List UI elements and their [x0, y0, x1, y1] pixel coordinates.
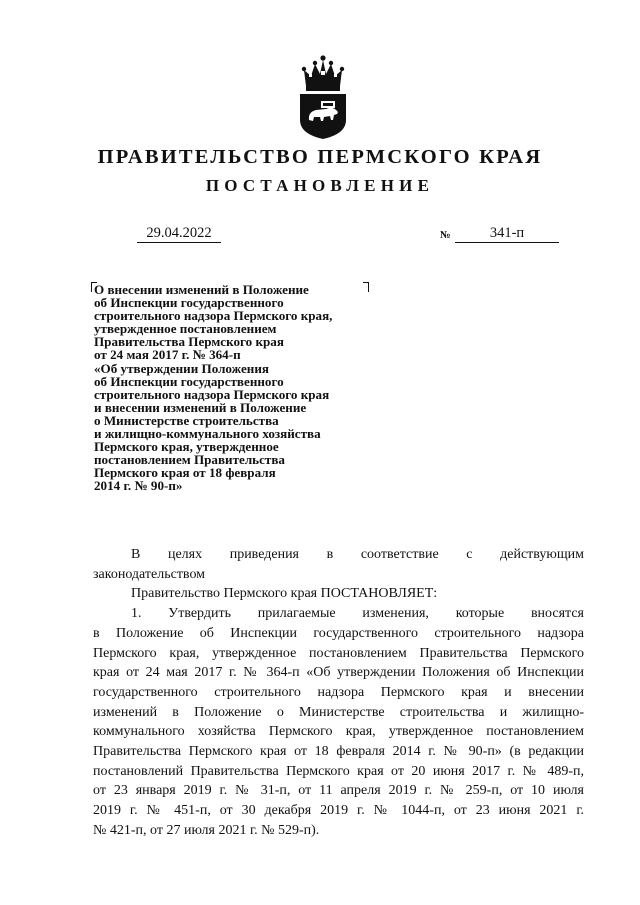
subject-line: Правительства Пермского края [94, 334, 284, 350]
item-1-line: изменений в Положение о Министерстве строительства и жилищно- [93, 704, 584, 720]
subject-line: и внесении изменений в Положение [94, 399, 307, 415]
item-1-line: коммунального хозяйства Пермского края, утвержденное постановлением [93, 724, 584, 740]
subject-line: «Об утверждении Положения [94, 360, 269, 376]
org-title: ПРАВИТЕЛЬСТВО ПЕРМСКОГО КРАЯ [97, 146, 543, 168]
document-subject [94, 283, 384, 493]
subject-line: и жилищно-коммунального хозяйства [94, 426, 321, 442]
subject-line: строительного надзора Пермского края [94, 386, 330, 402]
item-1-line: № 421-п, от 27 июля 2021 г. № 529-п). [93, 822, 320, 838]
subject-line: строительного надзора Пермского края, [94, 308, 333, 324]
number-sign: № [440, 230, 451, 241]
resolution-phrase: Правительство Пермского края ПОСТАНОВЛЯЕТ: [131, 586, 438, 602]
item-1-line: в Положение об Инспекции государственного строительного надзора [93, 625, 584, 641]
item-1-line: 2019 г. № 451-п, от 30 декабря 2019 г. № 1044-п, от 23 июня 2021 г. [93, 803, 584, 819]
document-date: 29.04.2022 [137, 224, 221, 243]
subject-line: об Инспекции государственного [94, 295, 284, 311]
preamble-line: В целях приведения в соответствие с действующим [131, 547, 584, 562]
item-1-line: края от 24 мая 2017 г. № 364-п «Об утверждении Положения об Инспекции [93, 665, 584, 681]
item-1-line: постановлений Правительства Пермского края от 20 июня 2017 г. № 489-п, [93, 763, 584, 779]
item-1-line: 1. Утвердить прилагаемые изменения, которые вносятся [131, 606, 584, 622]
item-1-line: от 23 января 2019 г. № 31-п, от 11 апреля 2019 г. № 259-п, от 10 июля [93, 783, 584, 799]
subject-line: О внесении изменений в Положение [94, 282, 309, 297]
item-1-line: государственного строительного надзора Пермского края и внесении [93, 684, 584, 700]
preamble-line: законодательством [93, 566, 206, 582]
subject-line: Пермского края от 18 февраля [94, 465, 276, 481]
item-1-line: Пермского края, утвержденное постановлением Правительства Пермского [93, 645, 584, 661]
subject-line: от 24 мая 2017 г. № 364-п [94, 347, 241, 363]
perm-krai-coat-of-arms-icon [296, 54, 350, 140]
document-number: 341-п [455, 224, 559, 243]
subject-line: постановлением Правительства [94, 452, 285, 468]
subject-line: о Министерстве строительства [94, 412, 279, 428]
subject-line: Пермского края, утвержденное [94, 439, 279, 455]
item-1 [93, 604, 584, 840]
subject-line: утвержденное постановлением [94, 321, 277, 337]
subject-line: об Инспекции государственного [94, 373, 284, 389]
subject-line: 2014 г. № 90-п» [94, 478, 183, 494]
item-1-line: Правительства Пермского края от 18 февраля 2014 г. № 90-п» (в редакции [93, 744, 584, 760]
document-body [93, 545, 584, 841]
document-kind: ПОСТАНОВЛЕНИЕ [205, 176, 435, 195]
